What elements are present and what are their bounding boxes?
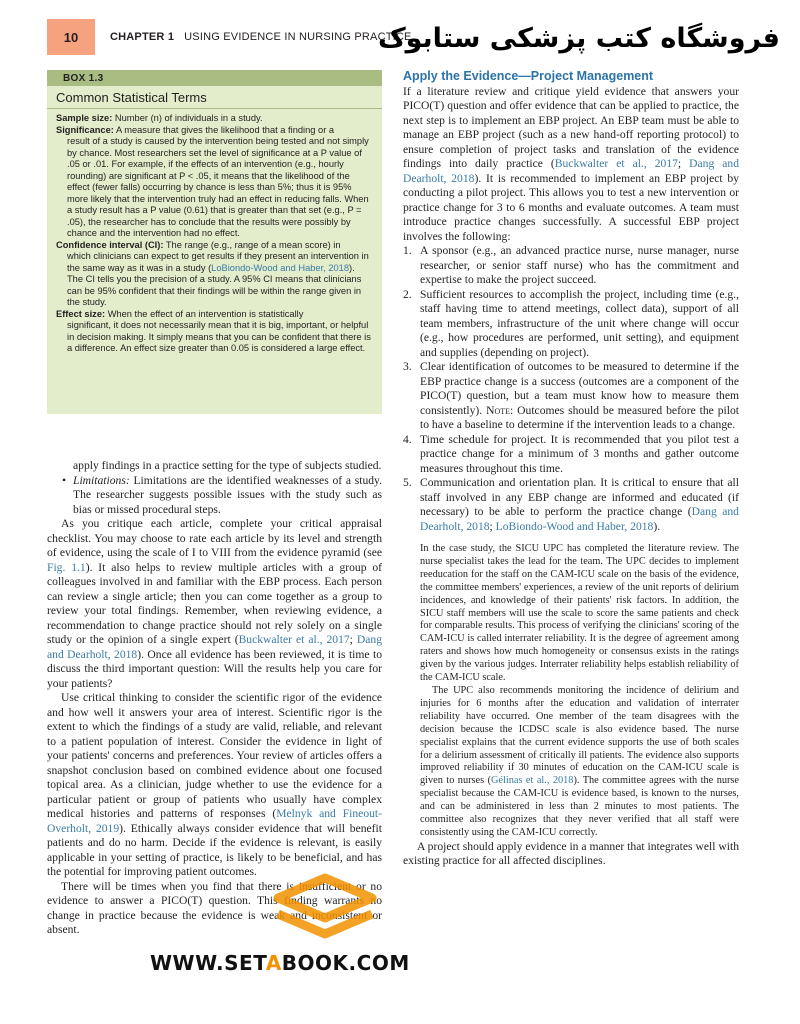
citation-link[interactable]: Buckwalter et al., 2017 bbox=[554, 157, 678, 170]
page-number-box bbox=[47, 19, 95, 55]
bullet-limitations: • Limitations: Limitations are the identified weaknesses of a study. The researcher suggests possible issues with the study such as bias or missed procedural steps. bbox=[62, 473, 382, 516]
numbered-list bbox=[403, 244, 739, 534]
chapter-label: CHAPTER 1 bbox=[110, 31, 175, 43]
box-title: Common Statistical Terms bbox=[47, 86, 382, 109]
list-item: 5. Communication and orientation plan. It is critical to ensure that all staff involved in any EBP change are informed and educated (if necessary) to be able to perform the practice change (Dang and Dearholt, 2018; LoBiondo-Wood and Haber, 2018). bbox=[403, 476, 739, 533]
list-item: 3. Clear identification of outcomes to be measured to determine if the EBP practice change is a success (outcomes are a component of the PICO(T) question, but a team must know how to measure them consistently). Note: Outcomes should be measured before the pilot to have a baseline to determine if the intervention leads to a change. bbox=[403, 360, 739, 431]
citation-link[interactable]: Buckwalter et al., 2017 bbox=[238, 633, 350, 646]
statistical-terms-box bbox=[47, 70, 382, 414]
list-item: 4. Time schedule for project. It is recommended that you pilot test a practice change for a minimum of 3 months and gather outcome measures throughout this time. bbox=[403, 432, 739, 475]
section-heading: Apply the Evidence—Project Management bbox=[403, 69, 654, 83]
paragraph: Use critical thinking to consider the scientific rigor of the evidence and how well it answers your area of interest. Scientific rigor is the extent to which the findings of a study are valid, reliable, and relevant to a patient population of interest. Consider the evidence in light of your patients' concerns and preferences. Your review of articles offers a snapshot conclusion based on combined evidence about one focused topical area. As a clinician, judge whether to use the evidence for a particular patient or group of patients who usually have complex medical histories and patterns of responses (Melnyk and Fineout-Overholt, 2019). Ethically always consider evidence that will benefit patients and do no harm. Decide if the evidence is relevant, is easily applicable in your setting of practice, is likely to be beneficial, and has the potential for improving patient outcomes. bbox=[47, 691, 382, 878]
figure-link[interactable]: Fig. 1.1 bbox=[47, 560, 86, 574]
watermark-text: فروشگاه کتب پزشکی ستابوک bbox=[377, 23, 780, 54]
list-item: 1. A sponsor (e.g., an advanced practice nurse, nurse manager, nurse researcher, or senior staff nurse) who has the commitment and expertise to make the project succeed. bbox=[403, 244, 739, 286]
case-study: In the case study, the SICU UPC has completed the literature review. The nurse specialist takes the lead for the team. The UPC decides to implement reeducation for the staff on the CAM-ICU scale on the basis of the evidence, the committee members' experiences, a review of the unit reports of delirium incidences, and knowledge of their patients' risk factors. In addition, the SICU staff members will use the scale to score the same patients and check for comparable results. This process of verifying the clinicians' scoring of the CAM-ICU is called interrater reliability. It is the degree of agreement among raters and shows how much homogeneity or consensus exists in the ratings given by the various judges. Interrater reliability helps establish reliability of the CAM-ICU scale. The UPC also recommends monitoring the incidence of delirium and injuries for 6 months after the education and validation of interrater reliability have occurred. One member of the team disagrees with the decision because the ICDSC scale is also evidence based. The nurse specialist explains that the current evidence supports the use of both scales for a delirium assessment of critically ill patients. The evidence also supports improved reliability if 30 minutes of education on the CAM-ICU scale is given to nurses (Gélinas et al., 2018). The committee agrees with the nurse specialist because the CAM-ICU is evidence based, is known to the nurses, and can be administered in less than 2 minutes to most patients. The committee also recognizes that they never verified that all staff were consistently using the CAM-ICU correctly. bbox=[420, 543, 740, 838]
watermark-url: WWW.SETABOOK.COM bbox=[150, 951, 410, 975]
paragraph: There will be times when you find that there is insufficient or no evidence to answer a PICO(T) question. This finding warrants no change in practice because the evidence is weak and inconsistent or absent. bbox=[47, 879, 382, 936]
box-body bbox=[47, 109, 382, 355]
box-label: BOX 1.3 bbox=[63, 72, 104, 84]
citation-link[interactable]: Dang and Dearholt, 2018 bbox=[403, 157, 739, 185]
citation-link[interactable]: Gélinas et al., 2018 bbox=[491, 775, 574, 787]
setabook-logo-icon bbox=[270, 870, 380, 940]
citation-link[interactable]: Melnyk and Fineout-Overholt, 2019 bbox=[47, 807, 382, 835]
paragraph: As you critique each article, complete your critical appraisal checklist. You may choose to rate each article by its level and strength of evidence, using the scale of I to VIII from the evidence pyramid (see Fig. 1.1). It also helps to review multiple articles with a group of colleagues involved in and familiar with the EBP process. Each person can review a single article; then you can come together as a group to review your total findings. Remember, when reviewing evidence, a recommendation to change practice should not rely solely on a single study or the opinion of a single expert (Buckwalter et al., 2017; Dang and Dearholt, 2018). Once all evidence has been reviewed, it is time to discuss the third important question: Will the results help you care for your patients? bbox=[47, 517, 382, 690]
term-significance: Significance: A measure that gives the likelihood that a finding or a result of a study is caused by the intervention being tested and not simply by chance. Most researchers set the level of significance at a P value of .05 or .01. For example, if the effects of an intervention (e.g., hourly rounding) are significant at P < .05, it means that the likelihood of the effect (fewer falls) occurring by chance is less than 5%; thus it is 95% more likely that the intervention truly had an effect in reducing falls. When a study result has a P value (0.61) that is greater than that set (e.g., P = .05), the researcher has to conclude that the results were possibly by chance and the intervention had no effect. bbox=[56, 124, 369, 238]
citation-link[interactable]: LoBiondo-Wood and Haber, 2018 bbox=[211, 262, 350, 273]
running-head bbox=[110, 31, 412, 43]
term-effect-size: Effect size: When the effect of an intervention is statistically significant, it does not necessarily mean that it is big, important, or helpful in decision making. It simply means that you can be confident that there is a difference. An effect size greater than 0.05 is considered a large effect. bbox=[56, 308, 371, 353]
term-sample-size: Sample size: Number (n) of individuals in a study. bbox=[56, 113, 263, 123]
bullet-continued: apply findings in a practice setting for the type of subjects studied. bbox=[73, 459, 382, 472]
page-number: 10 bbox=[63, 29, 79, 45]
left-column bbox=[47, 459, 382, 938]
citation-link[interactable]: Dang and Dearholt, 2018 bbox=[420, 505, 739, 533]
right-column bbox=[403, 69, 739, 869]
paragraph: If a literature review and critique yield evidence that answers your PICO(T) question and offer evidence that can be applied to practice, the next step is to implement an EBP project. An EBP team must be able to manage an EBP project (such as a new hand-off reporting protocol) to ensure completion of project tasks and translation of the evidence findings into daily practice (Buckwalter et al., 2017; Dang and Dearholt, 2018). It is recommended to implement an EBP project by conducting a pilot project. This allows you to test a new intervention or practice change for 3 to 6 months and evaluate outcomes. A team must introduce practice changes successfully. A successful EBP project involves the following: bbox=[403, 84, 739, 243]
citation-link[interactable]: Dang and Dearholt, 2018 bbox=[47, 633, 382, 661]
citation-link[interactable]: LoBiondo-Wood and Haber, 2018 bbox=[495, 519, 654, 533]
term-confidence-interval: Confidence interval (CI): The range (e.g., range of a mean score) in which clinicians can expect to get results if they present an intervention in the same way as it was in a study (LoBiondo-Wood and Haber, 2018). The CI tells you the precision of a study. A 95% CI means that clinicians can be 95% confident that their findings will be within the range given in the study. bbox=[56, 239, 369, 307]
chapter-title: USING EVIDENCE IN NURSING PRACTICE bbox=[184, 31, 412, 43]
paragraph: A project should apply evidence in a manner that integrates well with existing practice for all affected disciplines. bbox=[403, 839, 739, 868]
box-header bbox=[47, 70, 382, 86]
list-item: 2. Sufficient resources to accomplish the project, including time (e.g., staff having time to attend meetings, collect data), support of all team members, infrastructure of the unit where change will occur (e.g., how procedures are performed, unit setting), and equipment and supplies (depending on project). bbox=[403, 287, 739, 359]
